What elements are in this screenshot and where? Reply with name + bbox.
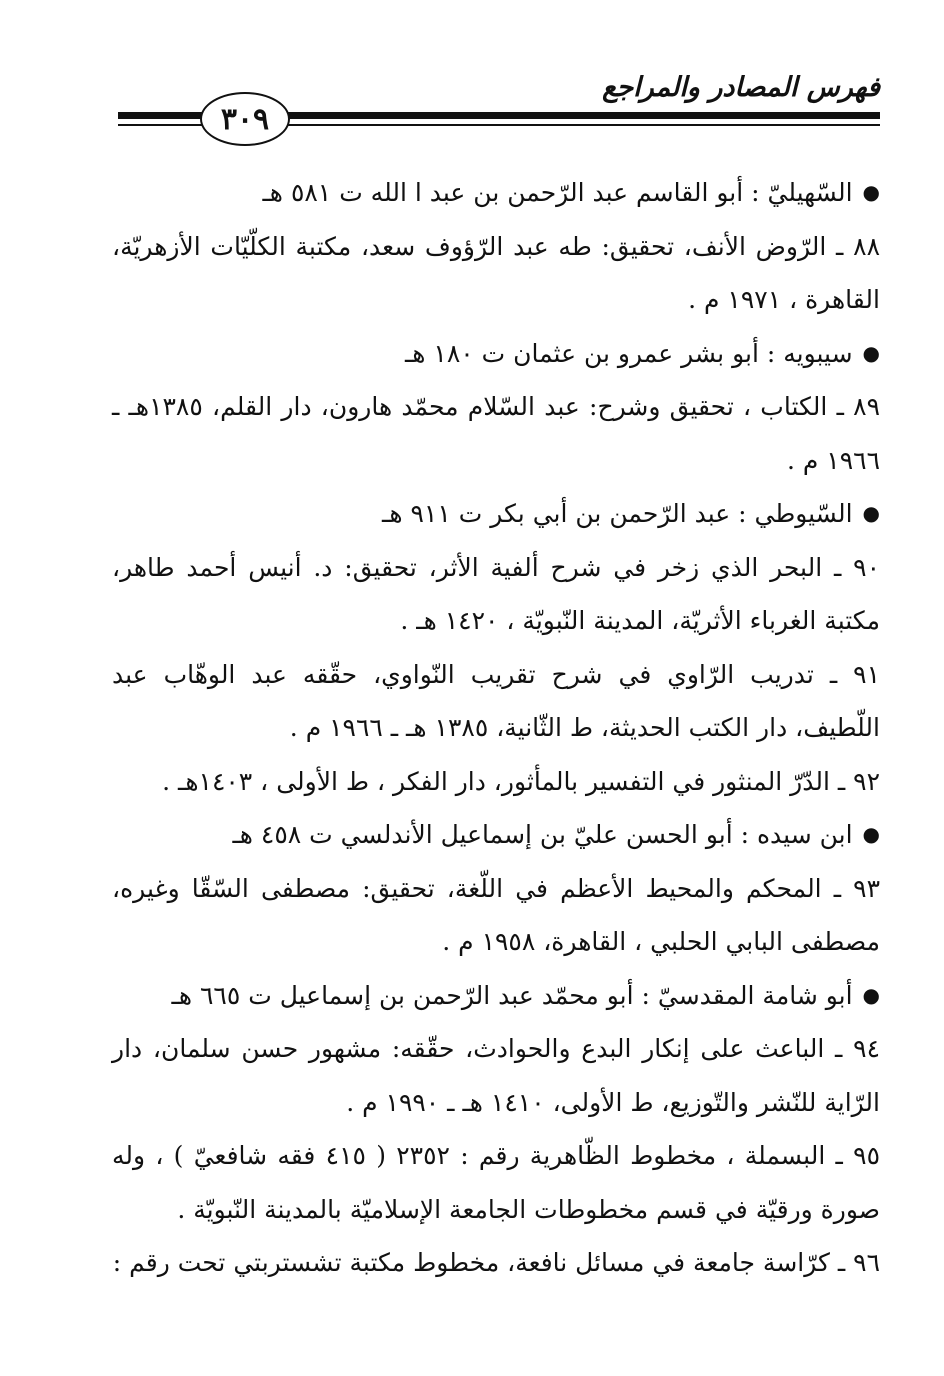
page-number-badge [200,92,290,146]
bullet-icon: ● [862,340,880,365]
bullet-icon: ● [862,982,880,1007]
bibliography-entry: ٨٨ ـ الرّوض الأنف، تحقيق: طه عبد الرّؤوف سعد، مكتبة الكلّيّات الأزهريّة، القاهرة ، ١٩٧١ م . [112,231,880,314]
author-heading [112,166,880,220]
author-heading [112,808,880,862]
bibliography-entry: ٩٥ ـ البسملة ، مخطوط الظّاهرية رقم : ٢٣٥٢ ( ٤١٥ فقه شافعيّ ) ، وله صورة ورقيّة في قسم مخطوطات الجامعة الإسلاميّة بالمدينة النّبويّة . [112,1141,880,1224]
bibliography-entry: ٨٩ ـ الكتاب ، تحقيق وشرح: عبد السّلام محمّد هارون، دار القلم، ١٣٨٥هـ ـ ١٩٦٦ م . [112,392,880,475]
author-text: أبو شامة المقدسيّ : أبو محمّد عبد الرّحمن بن إسماعيل ت ٦٦٥ هـ [171,980,853,1010]
bullet-icon: ● [862,501,880,525]
running-header-title: فهرس المصادر والمراجع [602,72,880,103]
page-number: ٣٠٩ [220,101,270,137]
bibliography-entry: ٩٣ ـ المحكم والمحيط الأعظم في اللّغة، تحقيق: مصطفى السّقّا وغيره، مصطفى البابي الحلبي ، القاهرة، ١٩٥٨ م . [112,873,880,956]
author-heading [112,487,880,541]
author-text: السّهيليّ : أبو القاسم عبد الرّحمن بن عبد ا الله ت ٥٨١ هـ [262,178,853,207]
author-text: ابن سيده : أبو الحسن عليّ بن إسماعيل الأندلسي ت ٤٥٨ هـ [232,820,853,849]
bibliography-entry: ٩٤ ـ الباعث على إنكار البدع والحوادث، حقّقه: مشهور حسن سلمان، دار الرّاية للنّشر والتّوزيع، ط الأولى، ١٤١٠ هـ ـ ١٩٩٠ م . [112,1034,880,1117]
author-heading [112,969,880,1023]
author-text: سيبويه : أبو بشر عمرو بن عثمان ت ١٨٠ هـ [404,338,853,368]
bibliography-entry: ٩٦ ـ كرّاسة جامعة في مسائل نافعة، مخطوط مكتبة تشستربتي تحت رقم : [112,1248,880,1277]
bibliography-entry: ٩٠ ـ البحر الذي زخر في شرح ألفية الأثر، تحقيق: د. أنيس أحمد طاهر، مكتبة الغرباء الأثريّة، المدينة النّبويّة ، ١٤٢٠ هـ . [112,552,880,635]
bullet-icon: ● [862,822,880,846]
bibliography-entry: ٩١ ـ تدريب الرّاوي في شرح تقريب النّواوي، حقّقه عبد الوهّاب عبد اللّطيف، دار الكتب الحديثة، ط الثّانية، ١٣٨٥ هـ ـ ١٩٦٦ م . [112,659,880,742]
bibliography-entry: ٩٢ ـ الدّرّ المنثور في التفسير بالمأثور، دار الفكر ، ط الأولى ، ١٤٠٣هـ . [162,766,880,796]
bibliography-list [112,166,880,1290]
author-text: السّيوطي : عبد الرّحمن بن أبي بكر ت ٩١١ هـ [382,499,853,528]
bullet-icon: ● [862,180,880,204]
author-heading [112,327,880,381]
